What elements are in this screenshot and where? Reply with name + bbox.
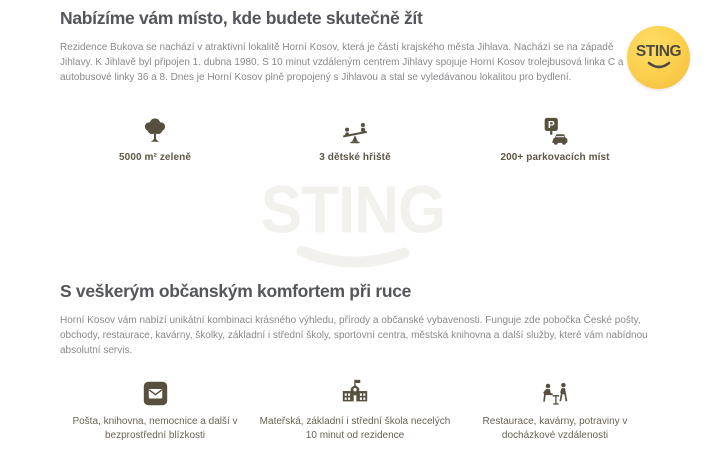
- sting-watermark: [60, 173, 646, 275]
- feature-row-top: [55, 116, 655, 163]
- tree-icon: [141, 116, 169, 146]
- section1-paragraph: Rezidence Bukova se nachází v atraktivní lokalitě Horní Kosov, která je částí krajského města Jihlava. Nachází se na západě Jihlavy. K Jihlavě byl připojen 1. dubna 1980. S 10 minut vzdáleným centrem Jihlavy spojuje Horní Kosov trolejbusová linka C a autobusové linky 36 a 8. Dnes je Horní Kosov plně propojený s Jihlavou a stal se vyledávanou lokalitou pro bydlení.: [60, 42, 624, 83]
- section2-paragraph: Horní Kosov vám nabízí unikátní kombinaci krásného výhledu, přírody a občanské vybavenosti. Funguje zde pobočka České pošty, obchody, restaurace, kavárny, školky, základní i střední školy, sportovní centra, městská knihovna a další služby, které vám nabídnou absolutní servis.: [60, 315, 648, 356]
- feature-parking: [455, 116, 655, 163]
- restaurant-icon: [540, 377, 570, 407]
- feature-row-bottom: [55, 377, 655, 443]
- mail-icon: [142, 377, 169, 407]
- sting-logo-badge: [627, 26, 690, 89]
- parking-icon: [539, 116, 571, 146]
- smile-icon: [294, 246, 412, 270]
- sting-logo-text: STING: [635, 42, 682, 60]
- feature-post-library: [55, 377, 255, 443]
- feature-label: 200+ parkovacích míst: [500, 152, 610, 163]
- svg-text:P: P: [547, 120, 555, 132]
- feature-greenery: [55, 116, 255, 163]
- feature-label: Pošta, knihovna, nemocnice a další v bezprostřední blízkosti: [72, 416, 238, 441]
- feature-restaurants: [455, 377, 655, 443]
- sting-watermark-text: STING: [260, 173, 446, 248]
- feature-label: Restaurace, kavárny, potraviny v docházkové vzdálenosti: [482, 416, 628, 441]
- smile-icon: [646, 61, 672, 71]
- feature-schools: [255, 377, 455, 443]
- feature-playgrounds: [255, 116, 455, 163]
- seesaw-icon: [340, 116, 370, 146]
- feature-label: 5000 m² zeleně: [119, 152, 191, 163]
- school-icon: [340, 377, 370, 407]
- feature-label: Mateřská, základní i střední škola necelých 10 minut od rezidence: [259, 416, 451, 441]
- feature-label: 3 dětské hřiště: [319, 152, 391, 163]
- section1-title: Nabízíme vám místo, kde budete skutečně žít: [60, 8, 423, 28]
- section2-title: S veškerým občanským komfortem při ruce: [60, 281, 412, 301]
